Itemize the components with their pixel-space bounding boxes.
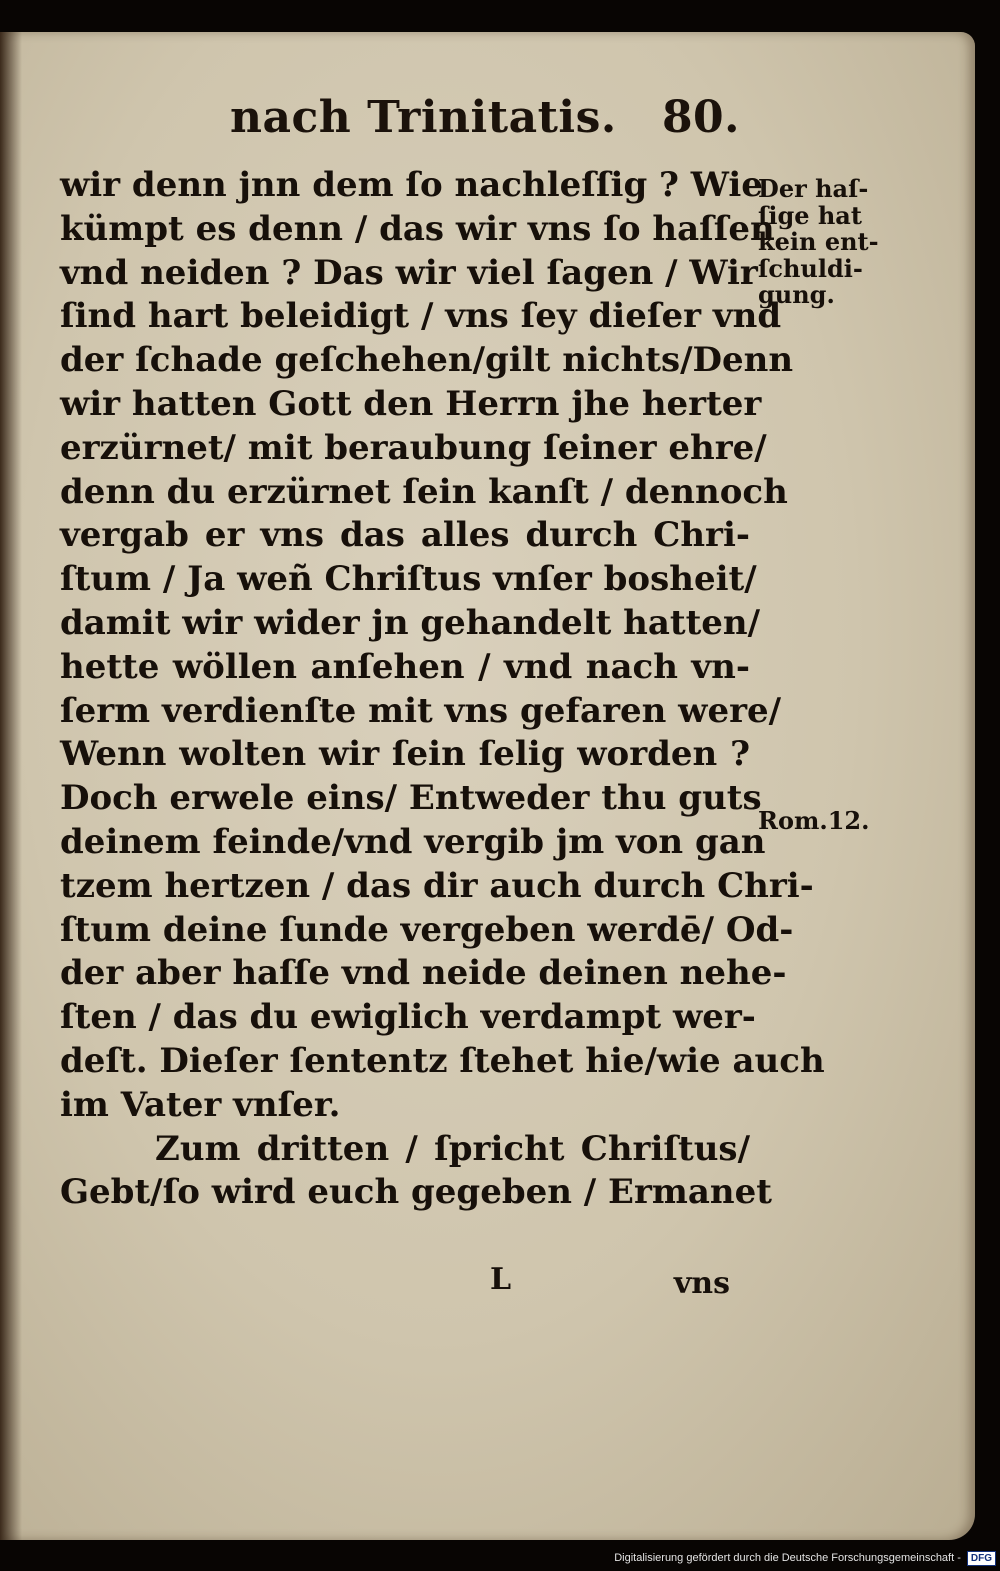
catchword: vns bbox=[673, 1266, 730, 1301]
credit-text: Digitalisierung gefördert durch die Deutsche Forschungsgemeinschaft - bbox=[614, 1552, 961, 1564]
page-header bbox=[230, 92, 750, 162]
text-line: Gebt/ſo wird euch gegeben / Ermanet bbox=[60, 1172, 772, 1213]
text-line: deſt. Dieſer ſententz ſtehet hie/wie auch bbox=[60, 1040, 825, 1081]
margin-note-line: ſchuldi- bbox=[758, 253, 863, 283]
margin-note-line: gung. bbox=[758, 280, 835, 309]
text-line: der ſchade geſchehen/gilt nichts/Denn bbox=[60, 340, 794, 381]
margin-note-hatred bbox=[758, 176, 883, 309]
digitization-credit bbox=[614, 1547, 996, 1569]
text-line: Zum dritten / ſpricht Chriſtus/ bbox=[155, 1128, 750, 1169]
text-line: damit wir wider jn gehandelt hatten/ bbox=[60, 602, 761, 643]
folio-number: 80. bbox=[661, 92, 740, 143]
text-line: deinem feinde/vnd vergib jm von gan bbox=[60, 821, 766, 862]
text-line: ſtum deine ſunde vergeben werdē/ Od- bbox=[60, 909, 794, 950]
text-line: vergab er vns das alles durch Chri- bbox=[60, 515, 750, 556]
text-line: ſten / das du ewiglich verdampt wer- bbox=[60, 997, 756, 1038]
text-line: vnd neiden ? Das wir viel ſagen / Wir bbox=[60, 252, 758, 293]
text-line: kümpt es denn / das wir vns ſo haſſen bbox=[60, 208, 775, 249]
text-line: im Vater vnſer. bbox=[60, 1084, 341, 1125]
text-line: wir hatten Gott den Herrn jhe herter bbox=[60, 383, 762, 424]
text-line: ſtum / Ja weñ Chriſtus vnſer bosheit/ bbox=[60, 559, 757, 600]
dfg-logo: DFG bbox=[967, 1551, 996, 1566]
margin-note-line: kein ent- bbox=[758, 227, 879, 256]
text-line: Wenn wolten wir ſein ſelig worden ? bbox=[60, 734, 750, 775]
text-line: denn du erzürnet ſein kanſt / dennoch bbox=[60, 471, 788, 512]
text-line: ſerm verdienſte mit vns gefaren were/ bbox=[60, 690, 782, 731]
margin-note-line: Rom.12. bbox=[758, 806, 870, 835]
text-line: wir denn jnn dem ſo nachleſſig ? Wie bbox=[60, 165, 763, 205]
text-line: ſind hart beleidigt / vns ſey dieſer vnd bbox=[60, 296, 782, 337]
text-line: erzürnet/ mit beraubung ſeiner ehre/ bbox=[60, 427, 767, 468]
margin-note-line: ſige hat bbox=[758, 200, 862, 230]
text-line: der aber haſſe vnd neide deinen nehe- bbox=[60, 953, 787, 994]
text-line: hette wöllen anſehen / vnd nach vn- bbox=[60, 646, 750, 687]
margin-note-romans bbox=[758, 808, 883, 835]
text-line: Doch erwele eins/ Entweder thu guts bbox=[60, 778, 762, 819]
margin-note-line: Der haſ- bbox=[758, 174, 869, 203]
running-title: nach Trinitatis. bbox=[230, 92, 617, 143]
signature-mark: L bbox=[490, 1262, 512, 1297]
page-footer bbox=[60, 1262, 750, 1302]
text-line: tzem hertzen / das dir auch durch Chri- bbox=[60, 865, 814, 906]
